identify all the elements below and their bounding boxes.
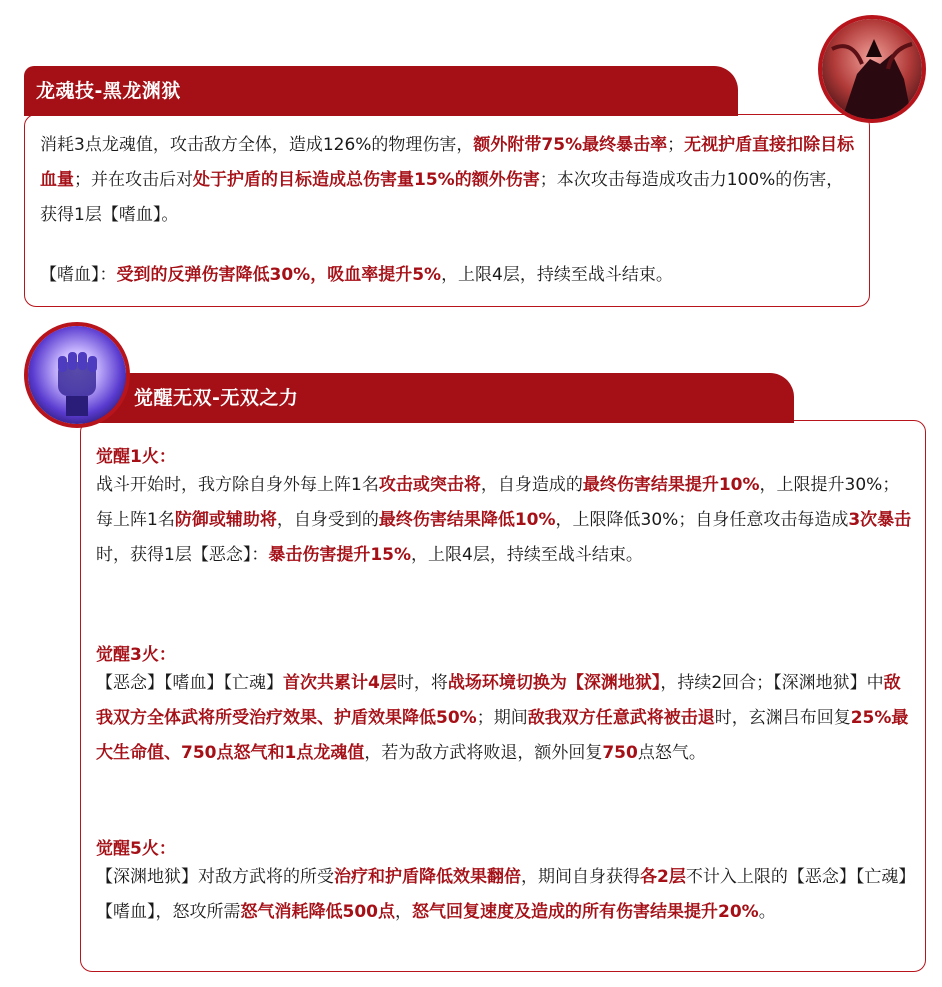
skill1-description [40, 128, 856, 233]
s3-1: 首次共累计4层 [283, 673, 397, 693]
s3-12: 点怒气。 [637, 743, 706, 763]
s1-10: 时，获得1层【恶念】： [96, 545, 269, 565]
s1-2: ，自身造成的 [480, 475, 583, 495]
s1-9: 3次暴击 [848, 510, 912, 530]
s1-11: 暴击伤害提升15% [268, 545, 412, 565]
s5-4: 不计入上限的【恶念】【亡魂】【嗜血】，怒攻所需 [96, 867, 907, 922]
p1-4: ；并在攻击后对 [74, 170, 193, 190]
s5-6: ， [395, 902, 412, 922]
s1-8: ，上限降低30%；自身任意攻击每造成 [555, 510, 849, 530]
s1-7: 最终伤害结果降低10% [378, 510, 556, 530]
s3-3: 战场环境切换为【深渊地狱】 [447, 673, 661, 693]
awaken-title-tab [80, 373, 794, 423]
s5-0: 【深渊地狱】对敌方武将的所受 [96, 867, 334, 887]
s5-3: 各2层 [640, 867, 686, 887]
s1-6: ，自身受到的 [276, 510, 379, 530]
s3-0: 【恶念】【嗜血】【亡魂】 [96, 673, 283, 693]
s1-3: 最终伤害结果提升10% [582, 475, 760, 495]
p2-0: 【嗜血】： [40, 265, 117, 285]
awaken5-label: 觉醒5火： [96, 839, 176, 859]
skill-title-tab [24, 66, 738, 116]
p1-3: 无视护盾直接扣除目标血量 [40, 135, 855, 190]
s5-8: 。 [758, 902, 776, 922]
awaken3-label: 觉醒3火： [96, 645, 176, 665]
glowing-fist-icon [24, 322, 130, 428]
s1-1: 攻击或突击将 [378, 475, 481, 495]
awaken3-text [96, 666, 912, 771]
s3-4: ，持续2回合；【深渊地狱】中 [660, 673, 884, 693]
s5-5: 怒气消耗降低500点 [240, 902, 395, 922]
s3-8: 时，玄渊吕布回复 [714, 708, 851, 728]
s1-0: 战斗开始时，我方除自身外每上阵1名 [96, 475, 379, 495]
s1-4: ，上限提升30%；每上阵1名 [96, 475, 900, 530]
s1-12: ，上限4层，持续至战斗结束。 [411, 545, 643, 565]
p1-0: 消耗3点龙魂值，攻击敌方全体，造成126%的物理伤害， [40, 135, 474, 155]
skill1-bloodthirst [40, 258, 856, 293]
s3-2: 时，将 [396, 673, 448, 693]
s3-7: 敌我双方任意武将被击退 [527, 708, 715, 728]
s3-9: 25%最大生命值、750点怒气和1点龙魂值 [96, 708, 909, 763]
p1-2: ； [667, 135, 685, 155]
fist-art [28, 326, 126, 424]
p2-1: 受到的反弹伤害降低30%，吸血率提升5% [116, 265, 442, 285]
p2-2: ，上限4层，持续至战斗结束。 [441, 265, 673, 285]
s3-11: 750 [602, 743, 638, 763]
s3-10: ，若为敌方武将败退，额外回复 [364, 743, 603, 763]
skill-title: 龙魂技-黑龙渊狱 [36, 80, 181, 102]
dragon-warrior-portrait-icon [818, 15, 926, 123]
p1-6: ；本次攻击每造成攻击力100%的伤害，获得1层【嗜血】。 [40, 170, 844, 225]
s5-7: 怒气回复速度及造成的所有伤害结果提升20% [412, 902, 759, 922]
s3-5: 敌我双方全体武将所受治疗效果、护盾效果降低50% [96, 673, 901, 728]
p1-5: 处于护盾的目标造成总伤害量15%的额外伤害 [193, 170, 540, 190]
awaken-title: 觉醒无双-无双之力 [134, 387, 299, 409]
awaken1-text [96, 468, 912, 573]
s1-5: 防御或辅助将 [174, 510, 277, 530]
awaken5-text [96, 860, 912, 930]
s5-2: ，期间自身获得 [521, 867, 640, 887]
s3-6: ；期间 [476, 708, 528, 728]
awaken1-label: 觉醒1火： [96, 447, 176, 467]
portrait-art [822, 19, 922, 119]
p1-1: 额外附带75%最终暴击率 [473, 135, 668, 155]
s5-1: 治疗和护盾降低效果翻倍 [334, 867, 521, 887]
